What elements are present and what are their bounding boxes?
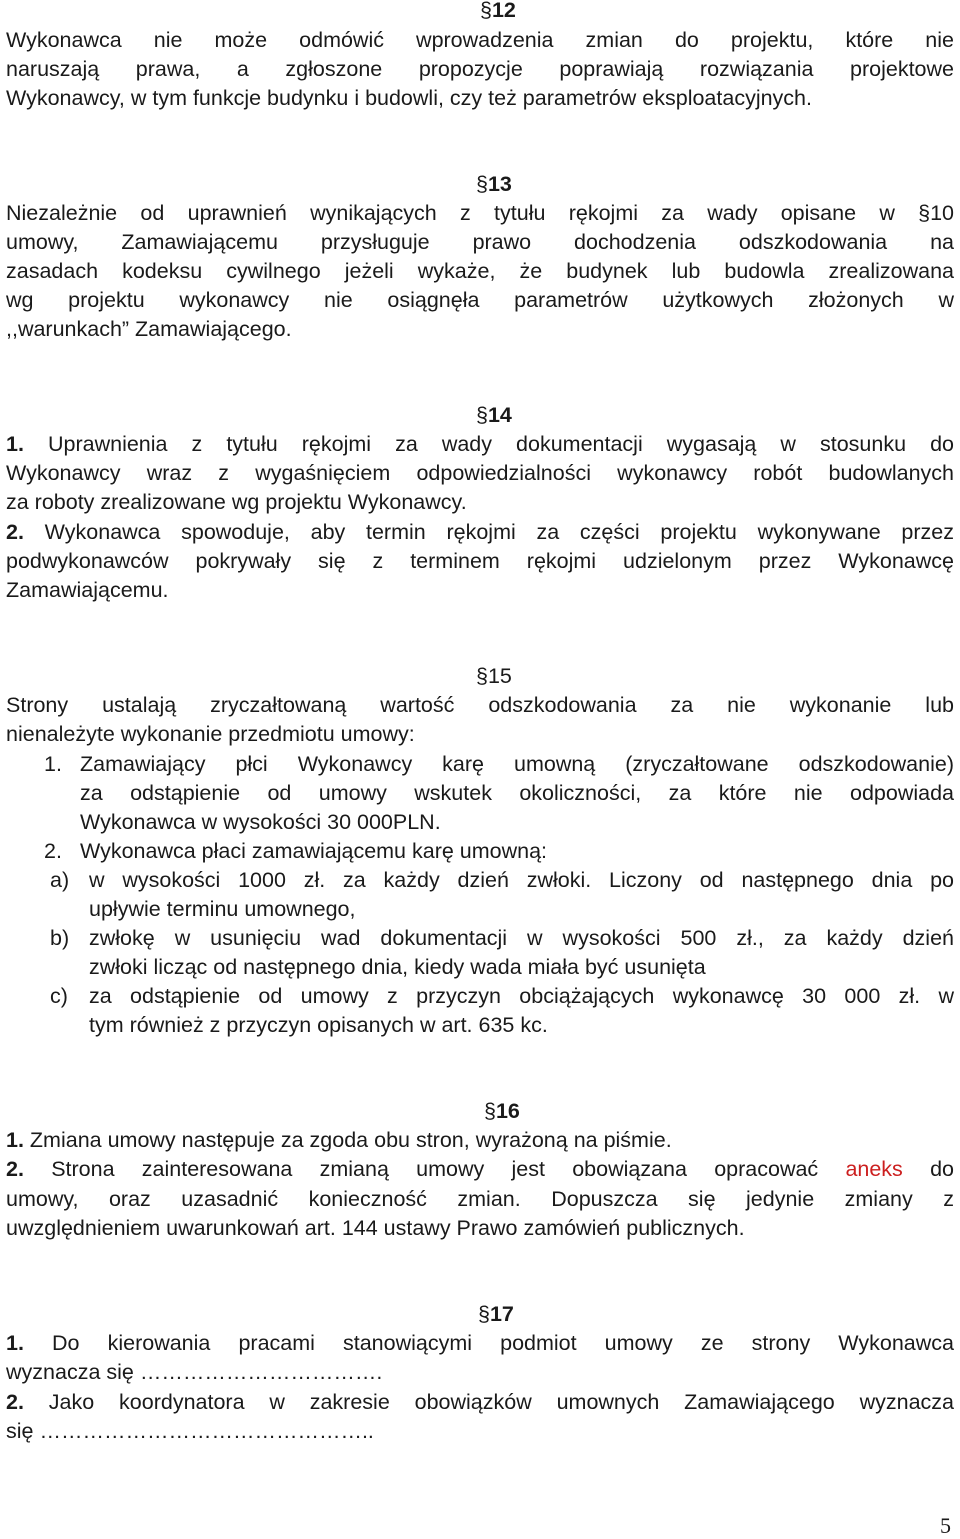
s15-item-a-line-1: w wysokości 1000 zł. za każdy dzień zwłoki. Liczony od następnego dnia po bbox=[89, 868, 954, 892]
s12-line-1: Wykonawca nie może odmówić wprowadzenia zmian do projektu, które nie bbox=[6, 28, 954, 52]
section-13-heading: §13 bbox=[476, 172, 512, 196]
s16-p2-line-1: 2. Strona zainteresowana zmianą umowy jest obowiązana opracować aneks do bbox=[6, 1157, 954, 1181]
s17-p1-line-2: wyznacza się ……………………………. bbox=[6, 1360, 383, 1384]
s13-line-3: zasadach kodeksu cywilnego jeżeli wykaże, że budynek lub budowla zrealizowana bbox=[6, 259, 954, 283]
s14-p2-line-3: Zamawiającemu. bbox=[6, 578, 169, 602]
section-17-heading: §17 bbox=[478, 1302, 514, 1326]
s15-item-a-label: a) bbox=[50, 868, 70, 892]
s13-line-5: ,,warunkach” Zamawiającego. bbox=[6, 317, 292, 341]
s13-line-1: Niezależnie od uprawnień wynikających z tytułu rękojmi za wady opisane w §10 bbox=[6, 201, 954, 225]
s16-p2-line-2: umowy, oraz uzasadnić konieczność zmian. Dopuszcza się jedynie zmiany z bbox=[6, 1187, 954, 1211]
s15-item-b-label: b) bbox=[50, 926, 70, 950]
s15-item-2-line: Wykonawca płaci zamawiającemu karę umowną: bbox=[80, 839, 548, 863]
s17-p1-line-1: 1. Do kierowania pracami stanowiącymi podmiot umowy ze strony Wykonawca bbox=[6, 1331, 954, 1355]
s15-item-c-line-2: tym również z przyczyn opisanych w art. 635 kc. bbox=[89, 1013, 548, 1037]
s15-item-1-number: 1. bbox=[44, 752, 62, 776]
aneks-highlight: aneks bbox=[845, 1157, 903, 1181]
s16-p1-line: 1. Zmiana umowy następuje za zgoda obu stron, wyrażoną na piśmie. bbox=[6, 1128, 672, 1152]
s15-item-b-line-2: zwłoki licząc od następnego dnia, kiedy wada miała być usunięta bbox=[89, 955, 706, 979]
page-number: 5 bbox=[940, 1513, 951, 1538]
s14-p1-line-1: 1. Uprawnienia z tytułu rękojmi za wady dokumentacji wygasają w stosunku do bbox=[6, 432, 954, 456]
s15-item-2-number: 2. bbox=[44, 839, 62, 863]
s15-item-b-line-1: zwłokę w usunięciu wad dokumentacji w wysokości 500 zł., za każdy dzień bbox=[89, 926, 954, 950]
s15-item-c-label: c) bbox=[50, 984, 68, 1008]
s15-item-1-line-2: za odstąpienie od umowy wskutek okoliczności, za które nie odpowiada bbox=[80, 781, 954, 805]
s15-item-a-line-2: upływie terminu umownego, bbox=[89, 897, 356, 921]
s14-p1-line-2: Wykonawcy wraz z wygaśnięciem odpowiedzialności wykonawcy robót budowlanych bbox=[6, 461, 954, 485]
s13-line-4: wg projektu wykonawcy nie osiągnęła parametrów użytkowych złożonych w bbox=[6, 288, 954, 312]
section-12-heading: §12 bbox=[480, 0, 516, 22]
s15-item-1-line-3: Wykonawca w wysokości 30 000PLN. bbox=[80, 810, 441, 834]
s14-p2-line-1: 2. Wykonawca spowoduje, aby termin rękojmi za części projektu wykonywane przez bbox=[6, 520, 954, 544]
s17-p2-line-2: się ……………………………………….. bbox=[6, 1419, 374, 1443]
section-16-heading: §16 bbox=[484, 1099, 520, 1123]
s16-p2-line-3: uwzględnieniem uwarunkowań art. 144 ustawy Prawo zamówień publicznych. bbox=[6, 1216, 745, 1240]
section-14-heading: §14 bbox=[476, 403, 512, 427]
s15-item-1-line-1: Zamawiający płci Wykonawcy karę umowną (zryczałtowane odszkodowanie) bbox=[80, 752, 954, 776]
s17-p2-line-1: 2. Jako koordynatora w zakresie obowiązków umownych Zamawiającego wyznacza bbox=[6, 1390, 954, 1414]
section-15-heading: §15 bbox=[476, 664, 512, 688]
s14-p1-line-3: za roboty zrealizowane wg projektu Wykonawcy. bbox=[6, 490, 467, 514]
s12-line-3: Wykonawcy, w tym funkcje budynku i budowli, czy też parametrów eksploatacyjnych. bbox=[6, 86, 812, 110]
s14-p2-line-2: podwykonawców pokrywały się z terminem rękojmi udzielonym przez Wykonawcę bbox=[6, 549, 954, 573]
s13-line-2: umowy, Zamawiającemu przysługuje prawo dochodzenia odszkodowania na bbox=[6, 230, 954, 254]
s15-intro-line-1: Strony ustalają zryczałtowaną wartość odszkodowania za nie wykonanie lub bbox=[6, 693, 954, 717]
s15-intro-line-2: nienależyte wykonanie przedmiotu umowy: bbox=[6, 722, 415, 746]
s12-line-2: naruszają prawa, a zgłoszone propozycje poprawiają rozwiązania projektowe bbox=[6, 57, 954, 81]
s15-item-c-line-1: za odstąpienie od umowy z przyczyn obciążających wykonawcę 30 000 zł. w bbox=[89, 984, 954, 1008]
